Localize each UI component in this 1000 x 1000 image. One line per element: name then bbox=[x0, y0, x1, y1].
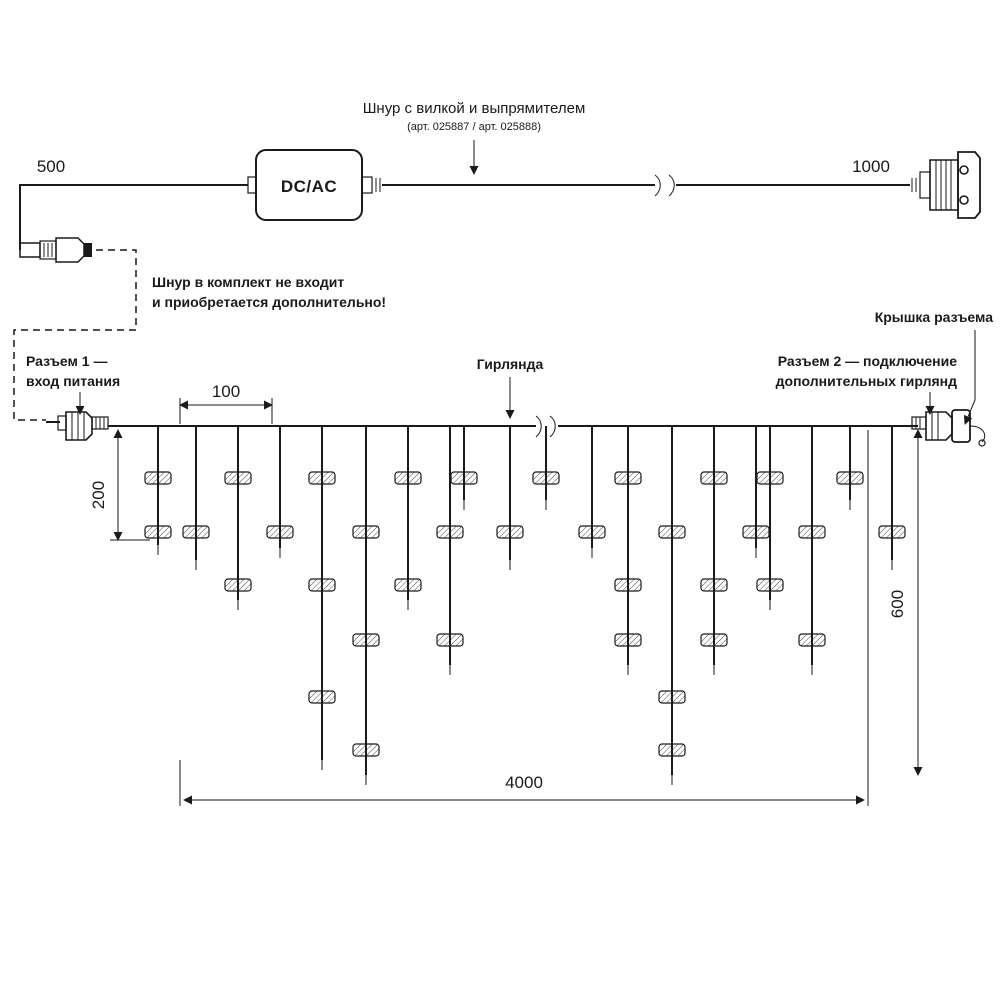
break-symbol-bus-2 bbox=[550, 416, 555, 437]
rectifier-label: DC/AC bbox=[280, 177, 338, 196]
strand bbox=[145, 426, 171, 555]
strand bbox=[395, 426, 421, 610]
break-symbol-bus-1 bbox=[536, 416, 541, 437]
connector2-label-line1: Разъем 2 — подключение bbox=[777, 353, 957, 369]
cover-label: Крышка разъема bbox=[874, 309, 993, 325]
break-symbol-top-1 bbox=[655, 175, 660, 196]
strand bbox=[743, 426, 769, 558]
note-line-1: Шнур в комплект не входит bbox=[152, 274, 345, 290]
strand bbox=[309, 426, 335, 770]
connector1-label-line1: Разъем 1 — bbox=[26, 353, 108, 369]
dashed-optional-path bbox=[14, 250, 136, 420]
strand bbox=[353, 426, 379, 785]
icicle-strands bbox=[145, 426, 905, 785]
optional-cord-callout bbox=[14, 250, 386, 420]
strand bbox=[183, 426, 209, 570]
strand bbox=[225, 426, 251, 610]
strand bbox=[757, 426, 783, 610]
break-symbol-top-2 bbox=[669, 175, 674, 196]
strand bbox=[579, 426, 605, 558]
rectifier-box bbox=[248, 150, 380, 220]
strand bbox=[701, 426, 727, 675]
dim-4000-label: 4000 bbox=[505, 773, 543, 792]
dim-200-label: 200 bbox=[89, 480, 108, 510]
strand bbox=[533, 426, 559, 510]
cord-end-connector bbox=[20, 238, 92, 262]
strand bbox=[659, 426, 685, 785]
connector2-label-line2: дополнительных гирлянд bbox=[775, 373, 957, 389]
power-cord-assembly bbox=[20, 100, 980, 262]
strand bbox=[267, 426, 293, 558]
strand bbox=[615, 426, 641, 675]
dim-1000-label: 1000 bbox=[852, 157, 890, 176]
dim-600-label: 600 bbox=[888, 589, 907, 619]
strand bbox=[879, 426, 905, 570]
dimension-annotations bbox=[89, 382, 918, 806]
strand bbox=[437, 426, 463, 675]
cord-article-numbers: (арт. 025887 / арт. 025888) bbox=[407, 121, 541, 133]
strand bbox=[497, 426, 523, 570]
garland-input-connector bbox=[46, 412, 108, 440]
garland-assembly bbox=[46, 410, 985, 785]
garland-output-connector bbox=[912, 410, 985, 446]
connector1-label-line2: вход питания bbox=[26, 373, 121, 389]
dim-500-label: 500 bbox=[36, 157, 66, 176]
strand bbox=[799, 426, 825, 675]
strand bbox=[451, 426, 477, 510]
garland-label: Гирлянда bbox=[476, 356, 544, 372]
connector-labels bbox=[26, 309, 993, 424]
dim-100-label: 100 bbox=[211, 382, 241, 401]
cord-title: Шнур с вилкой и выпрямителем bbox=[362, 100, 586, 117]
note-line-2: и приобретается дополнительно! bbox=[152, 294, 387, 310]
cord-wire-left bbox=[20, 185, 248, 250]
mains-plug bbox=[912, 152, 980, 218]
strand bbox=[837, 426, 863, 510]
